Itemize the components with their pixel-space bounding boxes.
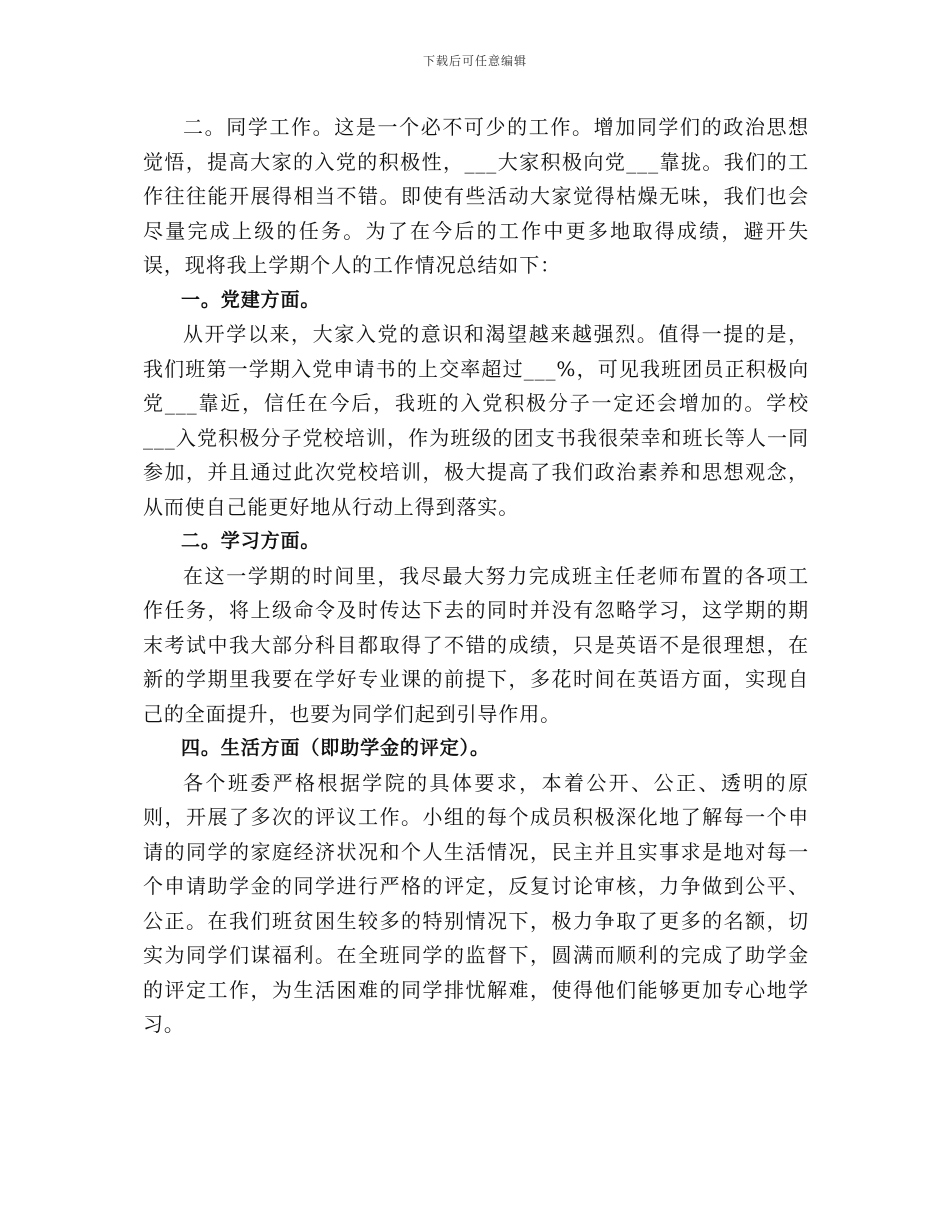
paragraph-study: 在这一学期的时间里，我尽最大努力完成班主任老师布置的各项工作任务，将上级命令及时传达下去的同时并没有忽略学习，这学期的期末考试中我大部分科目都取得了不错的成绩，只是英语不是很理想，在新的学期里我要在学好专业课的前提下，多花时间在英语方面，实现自己的全面提升，也要为同学们起到引导作用。: [143, 563, 809, 726]
paragraph-life: 各个班委严格根据学院的具体要求，本着公开、公正、透明的原则，开展了多次的评议工作。小组的每个成员积极深化地了解每一个申请的同学的家庭经济状况和个人生活情况，民主并且实事求是地对每一个申请助学金的同学进行严格的评定，反复讨论审核，力争做到公平、公正。在我们班贫困生较多的特别情况下，极力争取了更多的名额，切实为同学们谋福利。在全班同学的监督下，圆满而顺利的完成了助学金的评定工作，为生活困难的同学排忧解难，使得他们能够更加专心地学习。: [143, 770, 809, 1036]
paragraph-intro: 二。同学工作。这是一个必不可少的工作。增加同学们的政治思想觉悟，提高大家的入党的积极性，___大家积极向党___靠拢。我们的工作往往能开展得相当不错。即使有些活动大家觉得枯燥无味，我们也会尽量完成上级的任务。为了在今后的工作中更多地取得成绩，避开失误，现将我上学期个人的工作情况总结如下：: [143, 115, 809, 277]
section-heading-study: 二。学习方面。: [181, 530, 321, 552]
section-heading-life: 四。生活方面（即助学金的评定）。: [181, 737, 490, 759]
page-header: 下载后可任意编辑: [422, 54, 527, 68]
document-body: [143, 110, 809, 1042]
section-heading-party: 一。党建方面。: [181, 288, 321, 311]
paragraph-party: 从开学以来，大家入党的意识和渴望越来越强烈。值得一提的是，我们班第一学期入党申请书的上交率超过___%，可见我班团员正积极向党___靠近，信任在今后，我班的入党积极分子一定还会增加的。学校___入党积极分子党校培训，作为班级的团支书我很荣幸和班长等人一同参加，并且通过此次党校培训，极大提高了我们政治素养和思想观念，从而使自己能更好地从行动上得到落实。: [143, 322, 809, 519]
